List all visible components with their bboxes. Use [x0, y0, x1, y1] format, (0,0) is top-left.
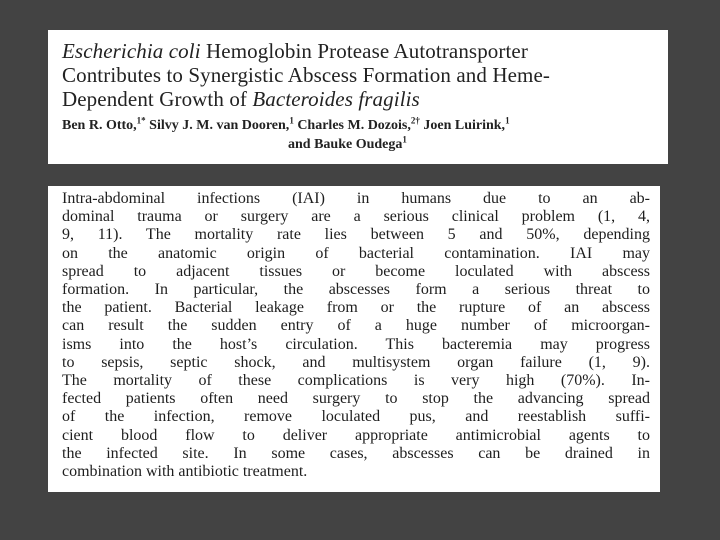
title-line-3-text: Dependent Growth of [62, 87, 253, 111]
author-4: Joen Luirink, [419, 118, 506, 133]
author-1: Ben R. Otto, [62, 118, 137, 133]
author-4-affiliation: 1 [505, 115, 510, 126]
author-5: and Bauke Oudega [288, 137, 403, 152]
author-2: Silvy J. M. van Dooren, [145, 118, 290, 133]
title-panel [48, 30, 668, 164]
title-line-1-text: Hemoglobin Protease Autotransporter [200, 39, 528, 63]
abstract-line: Intra-abdominal infections (IAI) in humans due to an ab- [62, 190, 650, 207]
abstract-line: dominal trauma or surgery are a serious clinical problem (1, 4, [62, 208, 650, 226]
author-1-affiliation: 1* [136, 115, 146, 126]
authors-line-2 [62, 135, 656, 154]
title-italic-bfragilis: Bacteroides fragilis [252, 87, 420, 111]
abstract-line: The mortality of these complications is very high (70%). In- [62, 372, 650, 390]
abstract-line: fected patients often need surgery to stop the advancing spread [62, 390, 650, 408]
title-italic-ecoli: Escherichia coli [62, 39, 201, 63]
abstract-line: on the anatomic origin of bacterial contamination. IAI may [62, 244, 650, 262]
abstract-line: to sepsis, septic shock, and multisystem organ failure (1, 9). [62, 353, 650, 371]
abstract-line: cient blood flow to deliver appropriate antimicrobial agents to [62, 426, 650, 444]
abstract-panel [48, 186, 660, 492]
abstract-line: the patient. Bacterial leakage from or the rupture of an abscess [62, 299, 650, 317]
author-3-affiliation: 2† [410, 115, 420, 126]
abstract-line: of the infection, remove loculated pus, and reestablish suffi- [62, 408, 650, 426]
title-line-1 [62, 39, 656, 63]
abstract-line: formation. In particular, the abscesses form a serious threat to [62, 281, 650, 299]
author-5-affiliation: 1 [402, 134, 407, 145]
abstract-line: the infected site. In some cases, abscesses can be drained in [62, 444, 650, 462]
abstract-line-last: combination with antibiotic treatment. [62, 463, 308, 481]
abstract-line: spread to adjacent tissues or become loculated with abscess [62, 262, 650, 280]
author-3: Charles M. Dozois, [293, 118, 411, 133]
title-line-2: Contributes to Synergistic Abscess Formation and Heme- [62, 63, 550, 87]
title-line-3 [62, 87, 656, 111]
abstract-line: 9, 11). The mortality rate lies between 5 and 50%, depending [62, 226, 650, 244]
abstract-line: isms into the host’s circulation. This bacteremia may progress [62, 335, 650, 353]
author-2-affiliation: 1 [289, 115, 294, 126]
abstract-line: can result the sudden entry of a huge number of microorgan- [62, 317, 650, 335]
authors-line-1 [62, 116, 656, 135]
